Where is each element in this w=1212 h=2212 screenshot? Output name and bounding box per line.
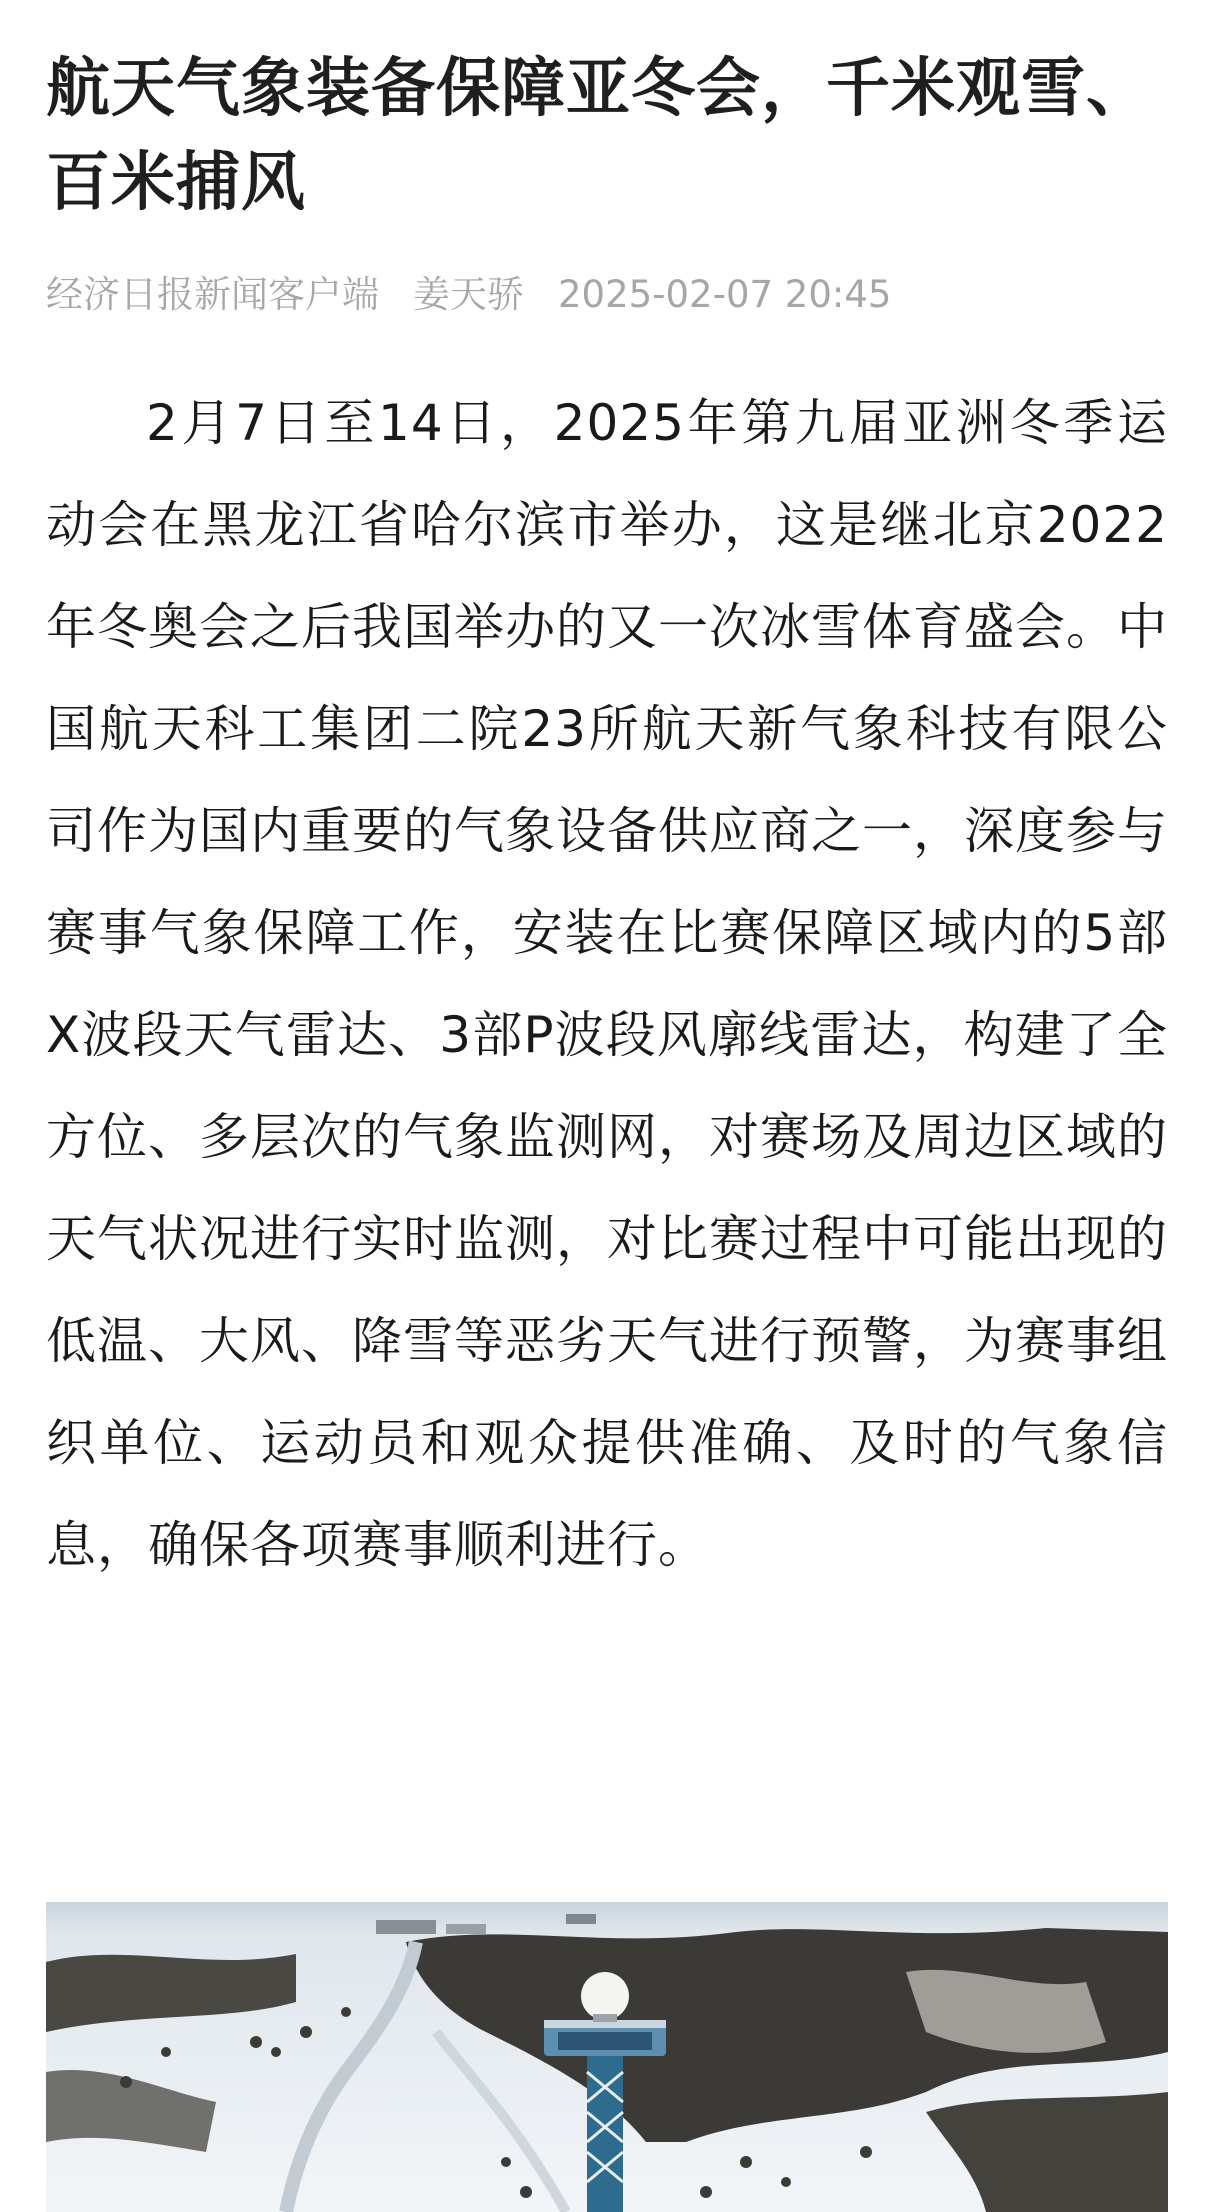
- source-name[interactable]: 经济日报新闻客户端: [46, 273, 379, 316]
- publish-time: 2025-02-07 20:45: [558, 273, 892, 316]
- snowy-landscape-image: [46, 1902, 1168, 2212]
- article-paragraph: 2月7日至14日，2025年第九届亚洲冬季运动会在黑龙江省哈尔滨市举办，这是继北京2022年冬奥会之后我国举办的又一次冰雪体育盛会。中国航天科工集团二院23所航天新气象科技有限公司作为国内重要的气象设备供应商之一，深度参与赛事气象保障工作，安装在比赛保障区域内的5部X波段天气雷达、3部P波段风廓线雷达，构建了全方位、多层次的气象监测网，对赛场及周边区域的天气状况进行实时监测，对比赛过程中可能出现的低温、大风、降雪等恶劣天气进行预警，为赛事组织单位、运动员和观众提供准确、及时的气象信息，确保各项赛事顺利进行。: [46, 394, 1168, 1574]
- author-name: 姜天骄: [413, 273, 524, 316]
- article-meta: [46, 270, 1168, 320]
- article-image[interactable]: [46, 1902, 1168, 2212]
- article: [46, 0, 1168, 1596]
- article-title: 航天气象装备保障亚冬会，千米观雪、百米捕风: [46, 52, 1151, 220]
